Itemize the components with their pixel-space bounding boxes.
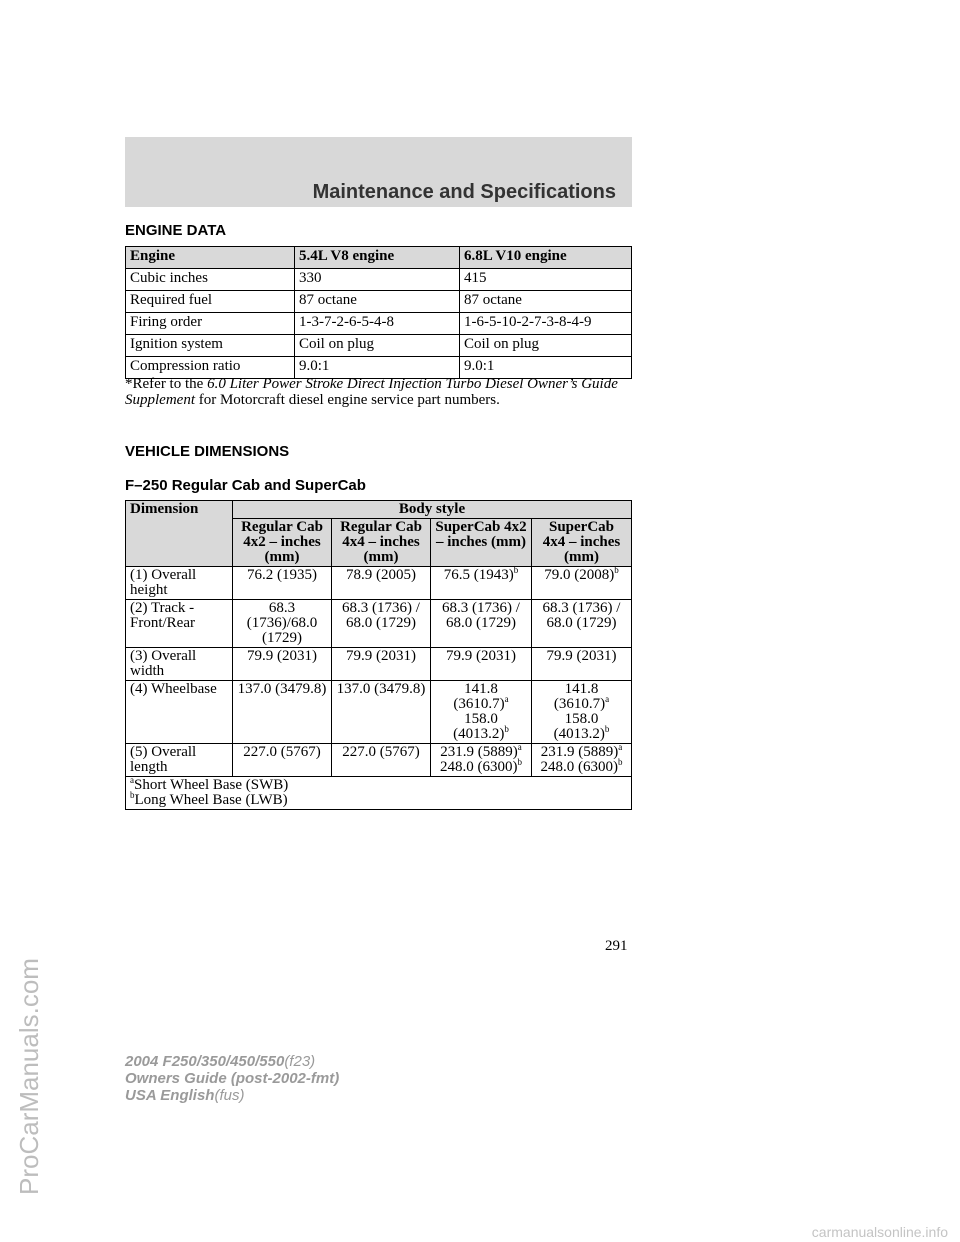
table-row	[126, 600, 632, 648]
engine-table-header-row	[126, 247, 632, 269]
body-style-col-header: Regular Cab 4x2 – inches (mm)	[233, 519, 332, 567]
section-title: Maintenance and Specifications	[312, 181, 616, 203]
diesel-reference-note: *Refer to the 6.0 Liter Power Stroke Direct Injection Turbo Diesel Owner’s Guide Supplement for Motorcraft diesel engine service part numbers.	[125, 376, 618, 408]
table-cell: 79.0 $(2008)^b$	[532, 567, 632, 600]
table-cell: 227.0 (5767)	[233, 744, 332, 777]
table-cell: 9.0:1	[460, 357, 632, 379]
dimension-col-header: Dimension	[126, 501, 233, 567]
table-cell: Required fuel	[126, 291, 295, 313]
table-cell: 231.9 $(5889)^a$ 248.0 $(6300)^b$	[532, 744, 632, 777]
table-cell: 79.9 (2031)	[233, 648, 332, 681]
table-cell: 415	[460, 269, 632, 291]
footnote: $^b$Long Wheel Base (LWB)	[130, 790, 288, 808]
table-cell: 68.3 (1736) / 68.0 (1729)	[532, 600, 632, 648]
table-cell: 68.3 (1736) / 68.0 (1729)	[431, 600, 532, 648]
page-number: 291	[605, 938, 628, 954]
footnote-marker: b	[504, 724, 509, 734]
table-cell: 137.0 (3479.8)	[233, 681, 332, 744]
table-cell: 1-6-5-10-2-7-3-8-4-9	[460, 313, 632, 335]
table-cell: Compression ratio	[126, 357, 295, 379]
table-cell: 330	[295, 269, 460, 291]
table-cell: 79.9 (2031)	[332, 648, 431, 681]
engine-col-header: 6.8L V10 engine	[460, 247, 632, 269]
table-cell: 1-3-7-2-6-5-4-8	[295, 313, 460, 335]
body-style-header: Body style	[233, 501, 632, 519]
table-cell: 68.3 (1736)/68.0 (1729)	[233, 600, 332, 648]
dimension-label: (4) Wheelbase	[126, 681, 233, 744]
table-row	[126, 269, 632, 291]
footnote-marker: a	[130, 775, 134, 785]
table-row	[126, 744, 632, 777]
table-cell: 141.8 $(3610.7)^a$ 158.0 $(4013.2)^b$	[431, 681, 532, 744]
engine-data-table	[125, 246, 632, 379]
engine-data-heading: ENGINE DATA	[125, 222, 227, 239]
table-cell: 231.9 $(5889)^a$ 248.0 $(6300)^b$	[431, 744, 532, 777]
table-cell: Firing order	[126, 313, 295, 335]
table-cell: 141.8 $(3610.7)^a$ 158.0 $(4013.2)^b$	[532, 681, 632, 744]
dim-header-row	[126, 501, 632, 519]
footnote: $^a$Short Wheel Base (SWB)	[130, 775, 289, 793]
supplement-title: 6.0 Liter Power Stroke Direct Injection Turbo Diesel Owner’s Guide Supplement	[125, 376, 618, 408]
table-row	[126, 291, 632, 313]
footnotes-row	[126, 777, 632, 810]
dimension-label: (1) Overall height	[126, 567, 233, 600]
dimension-label: (5) Overall length	[126, 744, 233, 777]
vehicle-dimensions-table	[125, 500, 632, 810]
table-cell: 87 octane	[295, 291, 460, 313]
engine-col-header: Engine	[126, 247, 295, 269]
footnote-marker: a	[504, 694, 509, 704]
vehicle-subheading: F–250 Regular Cab and SuperCab	[125, 477, 366, 494]
dimension-label: (3) Overall width	[126, 648, 233, 681]
dimension-label: (2) Track - Front/Rear	[126, 600, 233, 648]
table-cell: Cubic inches	[126, 269, 295, 291]
table-row	[126, 681, 632, 744]
vehicle-dimensions-heading: VEHICLE DIMENSIONS	[125, 443, 290, 460]
table-cell: 78.9 (2005)	[332, 567, 431, 600]
watermark-carmanualsonline: carmanualsonline.info	[811, 1224, 948, 1240]
table-cell: 79.9 (2031)	[431, 648, 532, 681]
watermark-procarmanuals: ProCarManuals.com	[14, 958, 44, 1195]
table-cell: 87 octane	[460, 291, 632, 313]
footnote-marker: b	[604, 724, 610, 734]
document-footer: 2004 F250/350/450/550(f23) Owners Guide (post-2002-fmt) USA English(fus)	[125, 1053, 340, 1104]
footnote-marker: a	[517, 742, 522, 752]
engine-col-header: 5.4L V8 engine	[295, 247, 460, 269]
table-cell: 137.0 (3479.8)	[332, 681, 431, 744]
table-cell: 227.0 (5767)	[332, 744, 431, 777]
table-cell: 79.9 (2031)	[532, 648, 632, 681]
body-style-col-header: Regular Cab 4x4 – inches (mm)	[332, 519, 431, 567]
table-cell: 9.0:1	[295, 357, 460, 379]
table-cell: Coil on plug	[295, 335, 460, 357]
table-row	[126, 648, 632, 681]
footnote-marker: b	[513, 565, 519, 575]
footnotes	[126, 777, 632, 810]
body-style-col-header: SuperCab 4x4 – inches (mm)	[532, 519, 632, 567]
footnote-marker: a	[618, 742, 623, 752]
table-row	[126, 567, 632, 600]
footnote-marker: b	[618, 757, 623, 767]
footnote-marker: b	[517, 757, 522, 767]
footnote-marker: b	[614, 565, 619, 575]
table-cell: Coil on plug	[460, 335, 632, 357]
table-row	[126, 313, 632, 335]
table-cell: 76.5 $(1943)^b$	[431, 567, 532, 600]
body-style-col-header: SuperCab 4x2 – inches (mm)	[431, 519, 532, 567]
table-cell: 76.2 (1935)	[233, 567, 332, 600]
table-row	[126, 335, 632, 357]
header-band	[125, 137, 632, 207]
table-cell: 68.3 (1736) / 68.0 (1729)	[332, 600, 431, 648]
table-cell: Ignition system	[126, 335, 295, 357]
footnote-marker: b	[130, 790, 135, 800]
footnote-marker: a	[605, 694, 610, 704]
